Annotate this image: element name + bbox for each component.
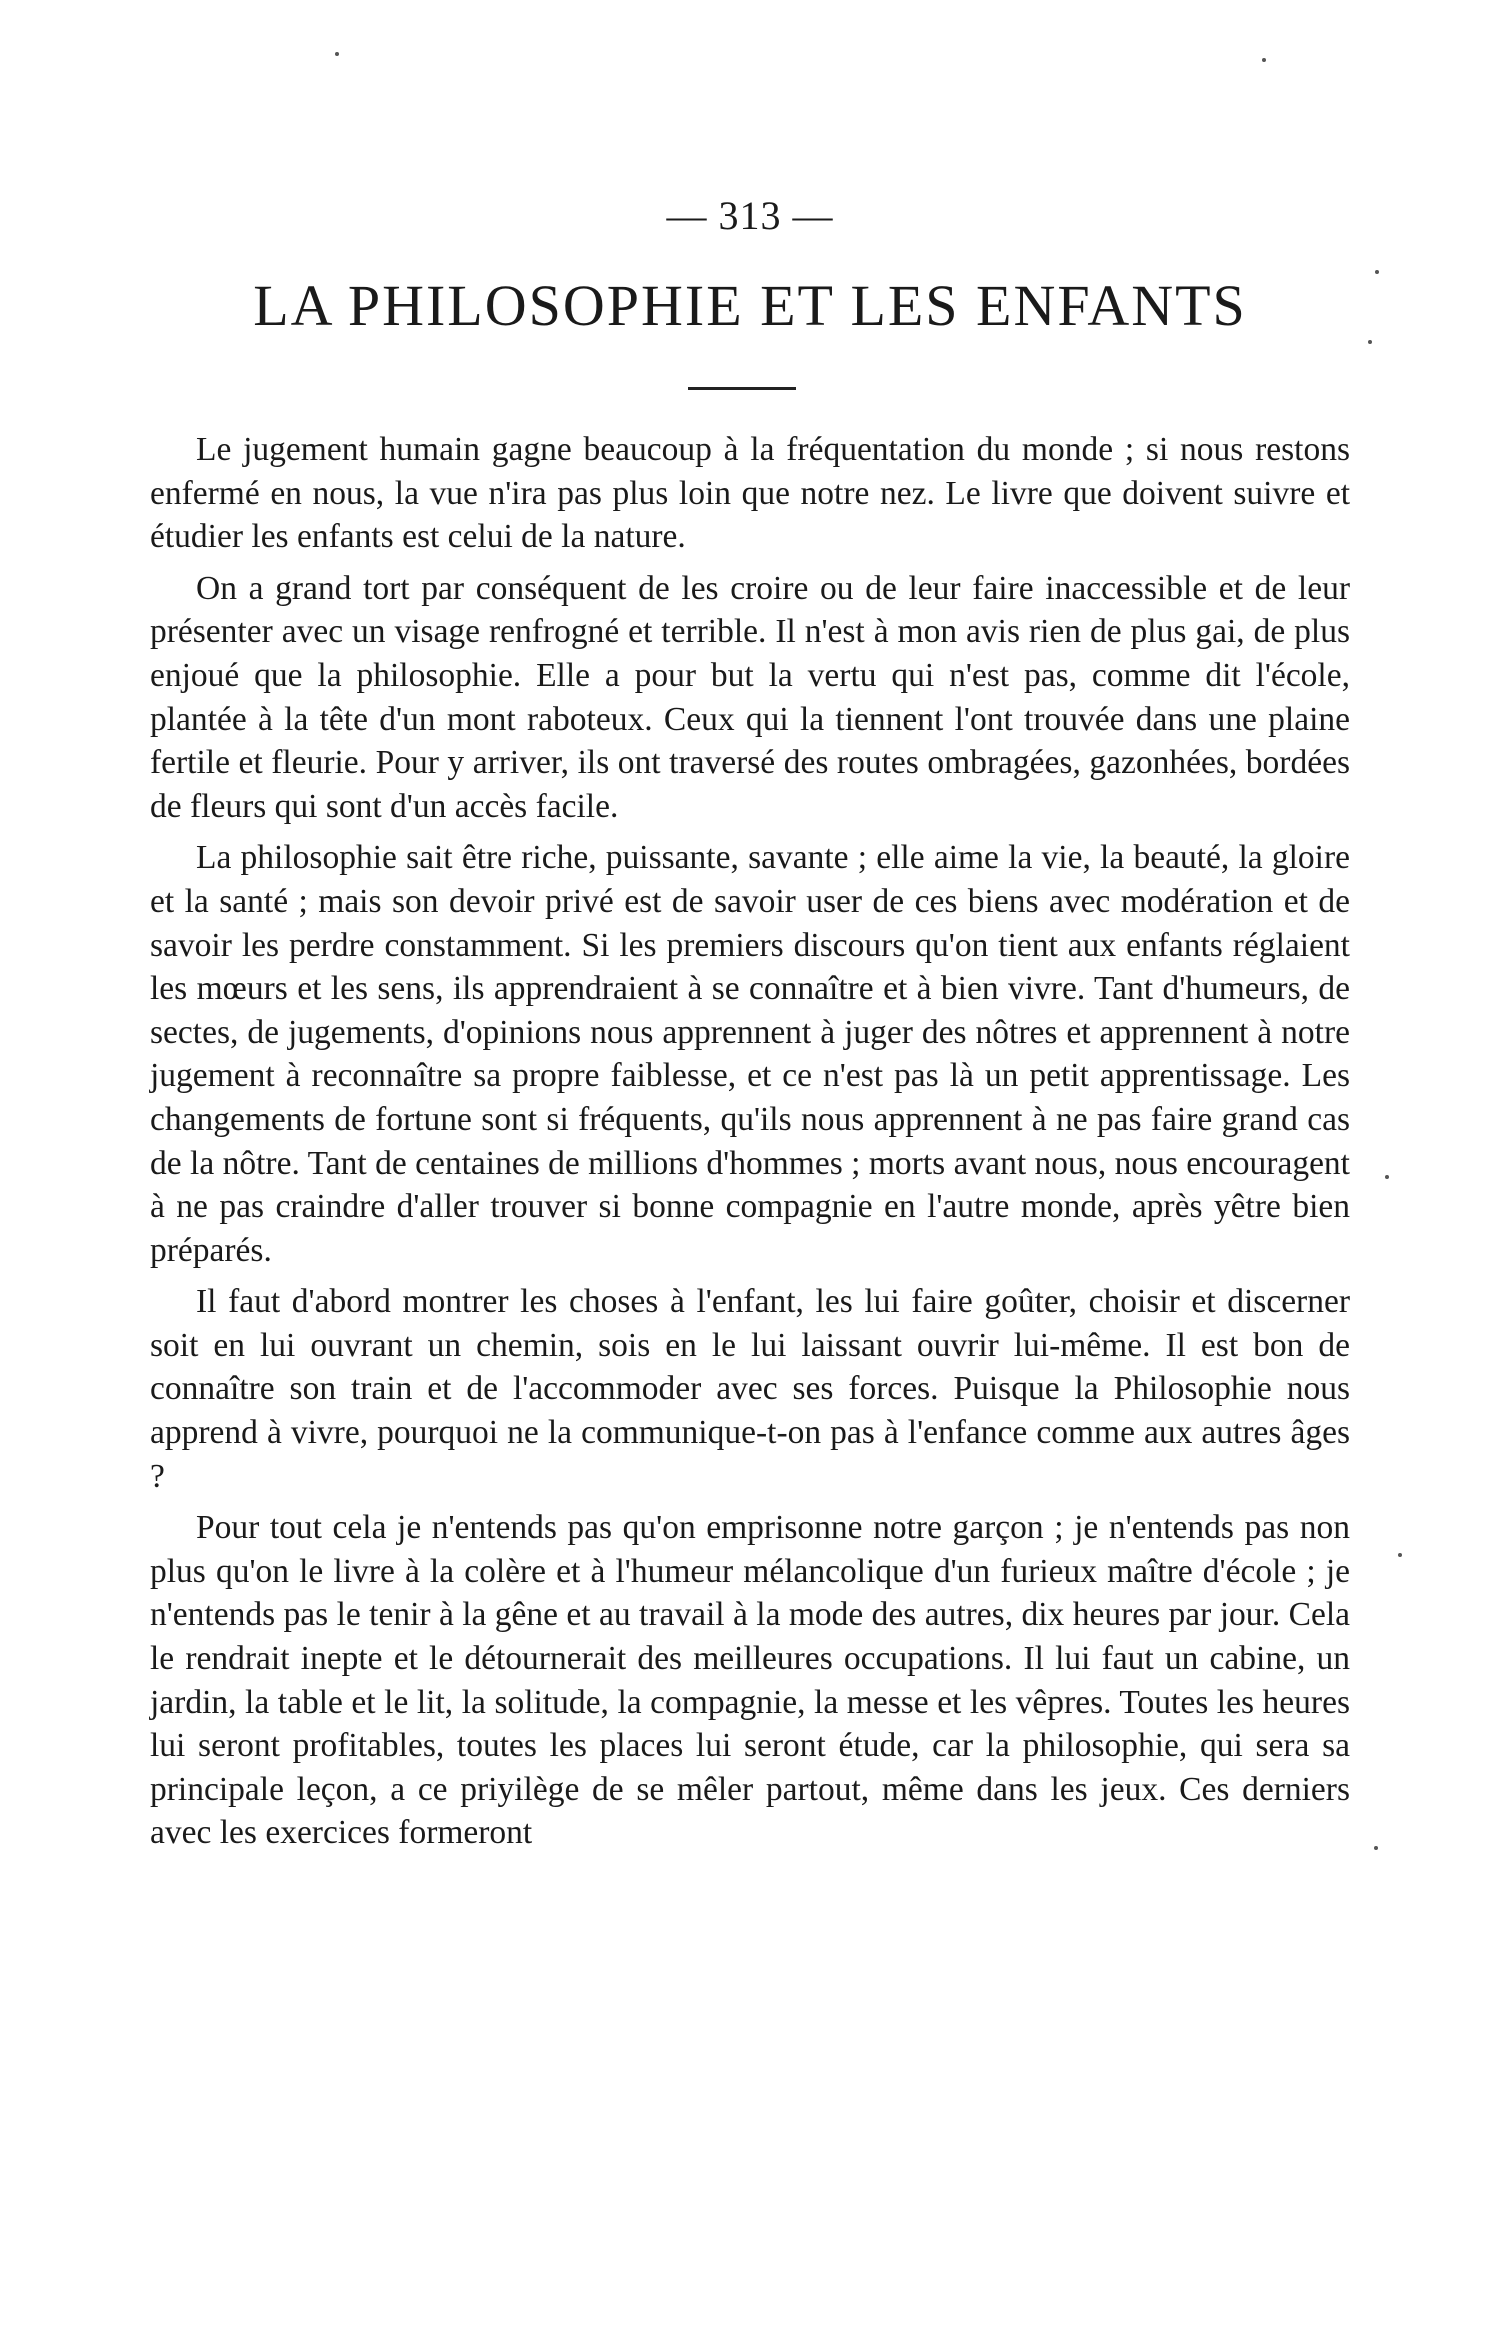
paragraph-2: On a grand tort par conséquent de les croire ou de leur faire inaccessible et de leur présenter avec un visage renfrogné et terrible. Il n'est à mon avis rien de plus gai, de plus enjoué que la philosophie. Elle a pour but la vertu qui n'est pas, comme dit l'école, plantée à la tête d'un mont raboteux. Ceux qui la tiennent l'ont trouvée dans une plaine fertile et fleurie. Pour y arriver, ils ont traversé des routes ombragées, gazonhées, bordées de fleurs qui sont d'un accès facile. (150, 569, 1350, 825)
body-text (150, 428, 1350, 1863)
scan-speck (1375, 270, 1379, 274)
page-number: — 313 — (666, 193, 834, 238)
scan-speck (1385, 1175, 1389, 1179)
paragraph-3: La philosophie sait être riche, puissante, savante ; elle aime la vie, la beauté, la gloire et la santé ; mais son devoir privé est de savoir user de ces biens avec modération et de savoir les perdre constamment. Si les premiers discours qu'on tient aux enfants réglaient les mœurs et les sens, ils apprendraient à se connaître et à bien vivre. Tant d'humeurs, de sectes, de jugements, d'opinions nous apprennent à juger des nôtres et apprennent à notre jugement à reconnaître sa propre faiblesse, et ce n'est pas là un petit apprentissage. Les changements de fortune sont si fréquents, qu'ils nous apprennent à ne pas faire grand cas de la nôtre. Tant de centaines de millions d'hommes ; morts avant nous, nous encouragent à ne pas craindre d'aller trouver si bonne compagnie en l'autre monde, après yêtre bien préparés. (150, 839, 1350, 1269)
paragraph-4: Il faut d'abord montrer les choses à l'enfant, les lui faire goûter, choisir et discerner soit en lui ouvrant un chemin, sois en le lui laissant ouvrir lui-même. Il est bon de connaître son train et de l'accommoder avec ses forces. Puisque la Philosophie nous apprend à vivre, pourquoi ne la communique-t-on pas à l'enfance comme aux autres âges ? (150, 1283, 1350, 1495)
scan-speck (335, 52, 339, 56)
chapter-title: LA PHILOSOPHIE ET LES ENFANTS (253, 273, 1247, 338)
scan-speck (1262, 58, 1266, 62)
paragraph-1: Le jugement humain gagne beaucoup à la fréquentation du monde ; si nous restons enfermé en nous, la vue n'ira pas plus loin que notre nez. Le livre que doivent suivre et étudier les enfants est celui de la nature. (150, 431, 1350, 556)
scan-speck (1374, 1846, 1378, 1850)
scan-speck (1398, 1553, 1402, 1557)
paragraph-5: Pour tout cela je n'entends pas qu'on emprisonne notre garçon ; je n'entends pas non plus qu'on le livre à la colère et à l'humeur mélancolique d'un furieux maître d'école ; je n'entends pas le tenir à la gêne et au travail à la mode des autres, dix heures par jour. Cela le rendrait inepte et le détournerait des meilleures occupations. Il lui faut un cabine, un jardin, la table et le lit, la solitude, la compagnie, la messe et les vêpres. Toutes les heures lui seront profitables, toutes les places lui seront étude, car la philosophie, qui sera sa principale leçon, a ce priyilège de se mêler partout, même dans les jeux. Ces derniers avec les exercices formeront (150, 1509, 1350, 1852)
scan-speck (1368, 340, 1372, 344)
title-rule (688, 387, 796, 390)
